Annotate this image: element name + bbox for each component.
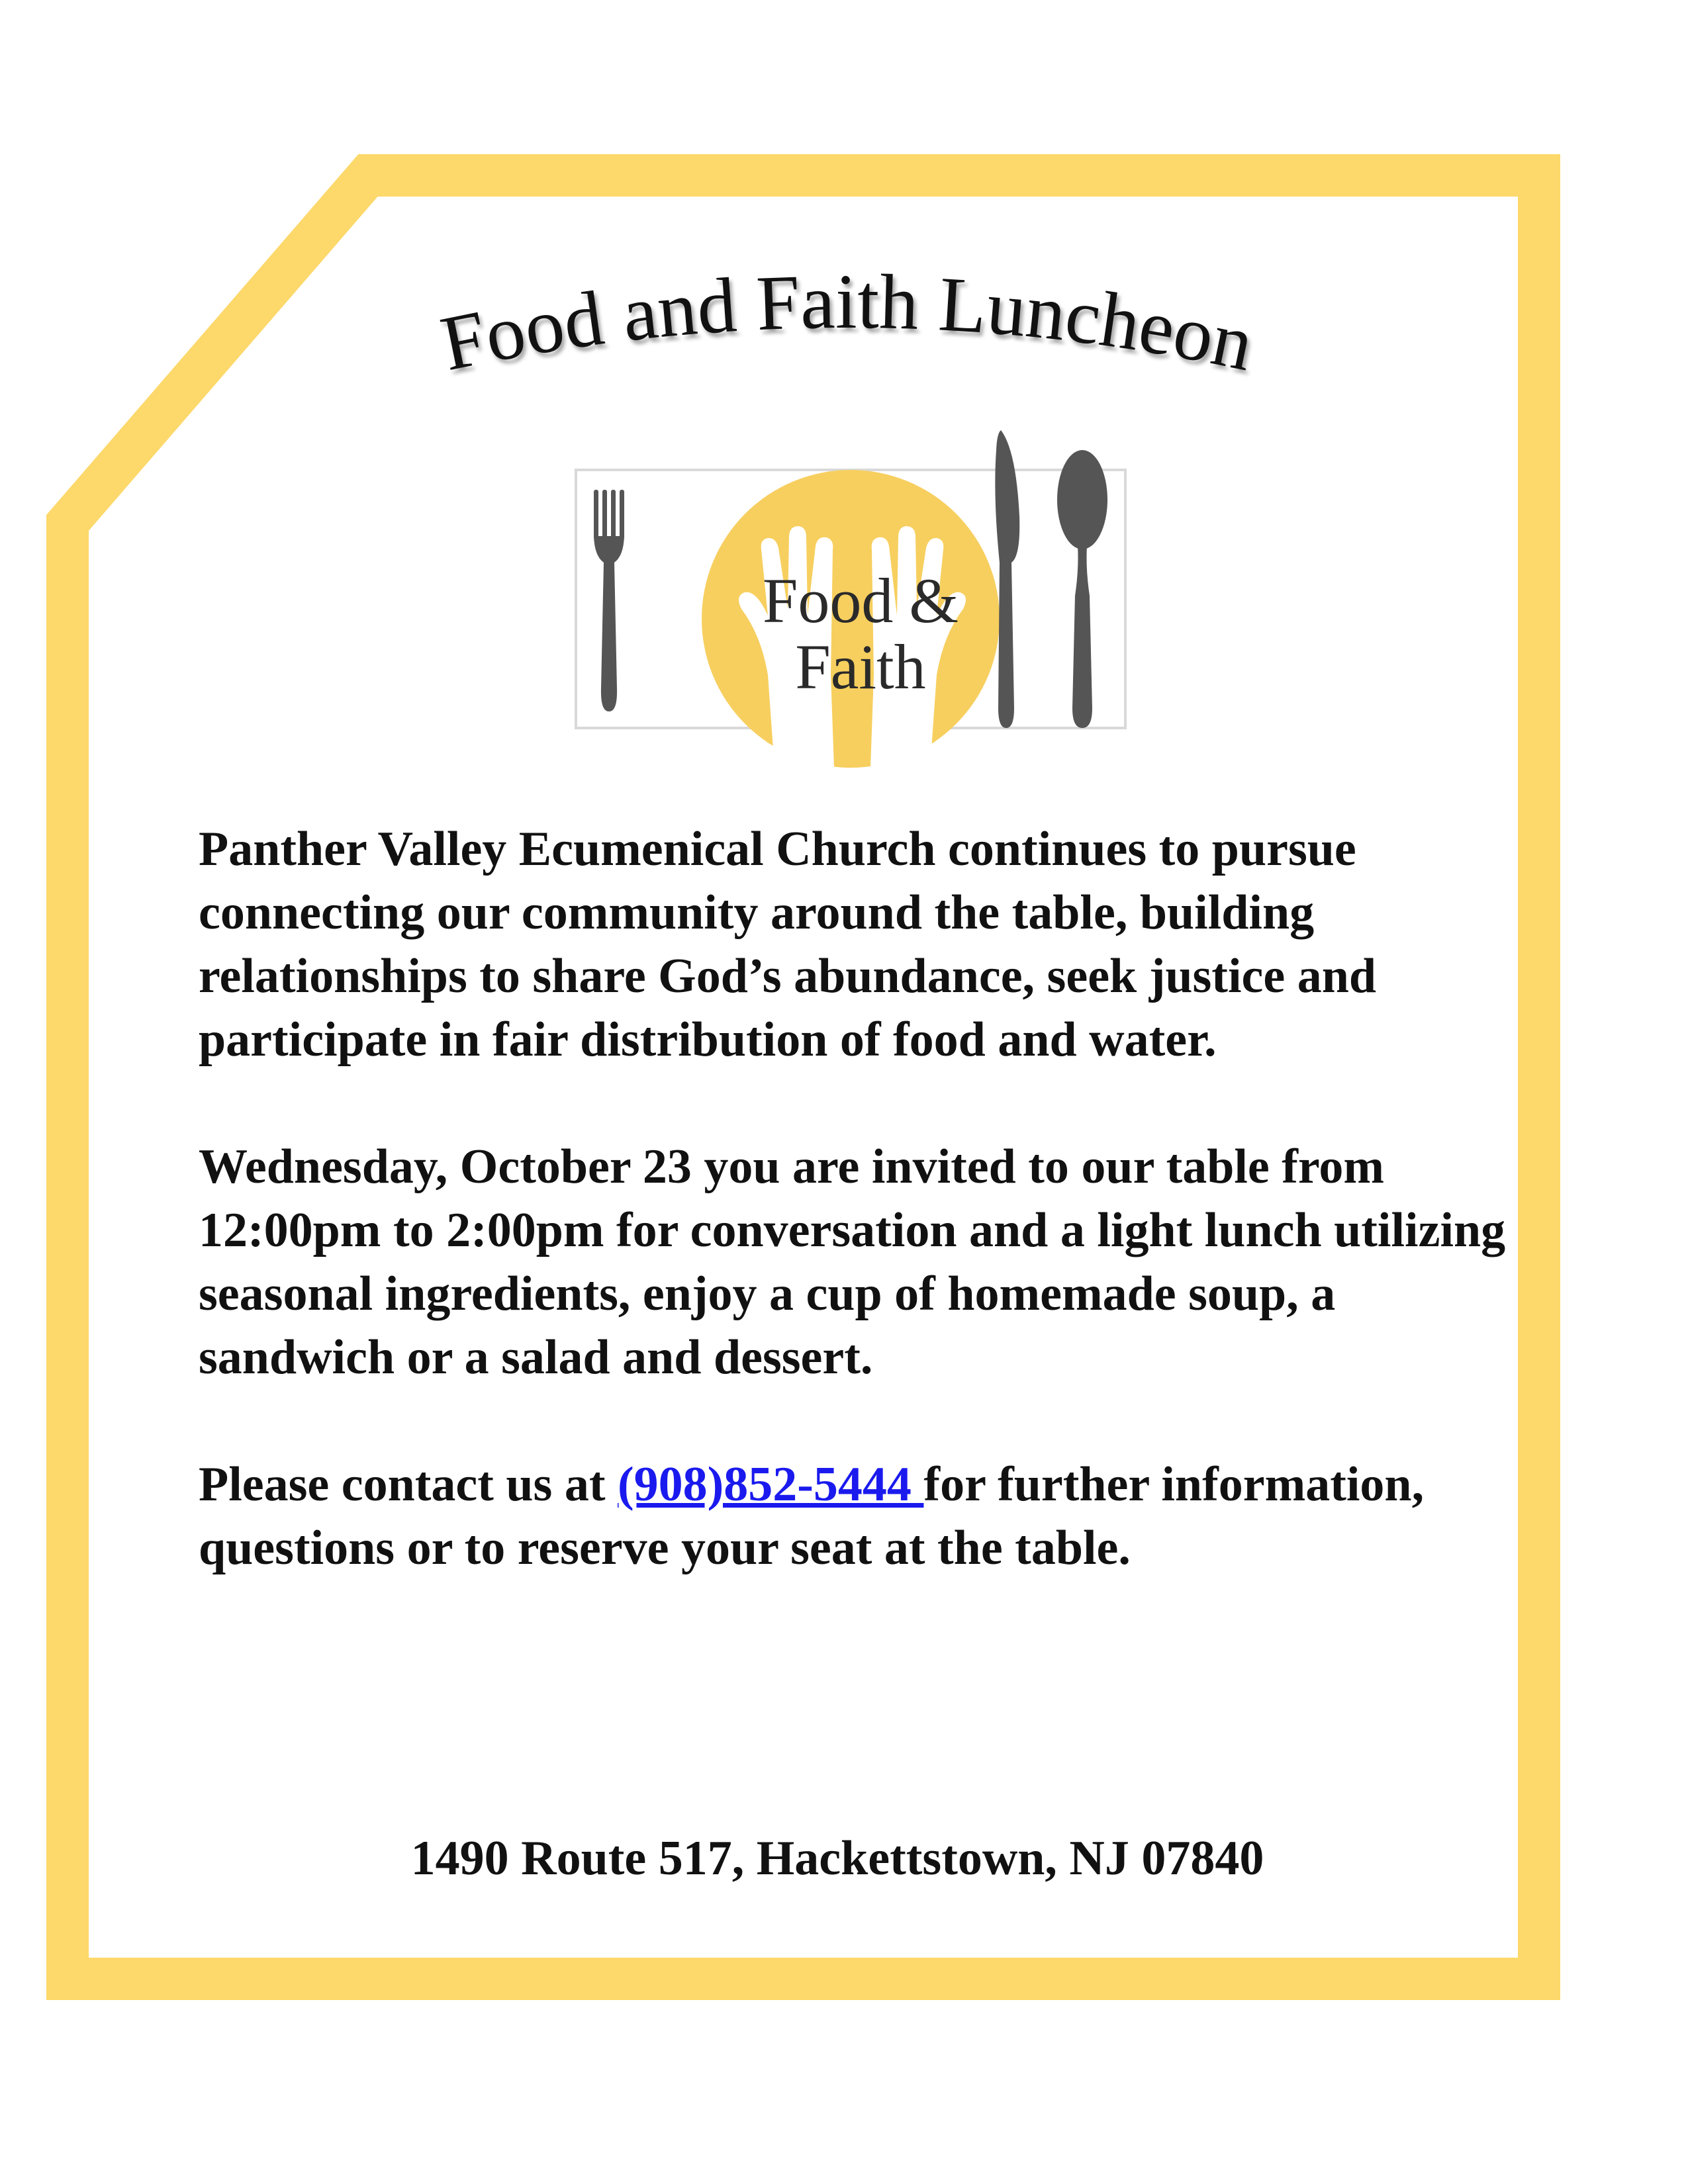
- flyer-body: [199, 817, 1523, 1580]
- phone-link[interactable]: (908)852-5444: [617, 1457, 924, 1512]
- contact-text-after: for further information, questions or to reserve your seat at the table.: [199, 1457, 1425, 1575]
- contact-paragraph: [199, 1453, 1523, 1580]
- contact-text-before: Please contact us at: [199, 1457, 618, 1512]
- curved-title: [371, 245, 1324, 417]
- event-paragraph: Wednesday, October 23 you are invited to our table from 12:00pm to 2:00pm for conversation and a light lunch utilizing seasonal ingredients, enjoy a cup of homemade soup, a sandwich or a salad and dessert.: [199, 1140, 1506, 1385]
- food-faith-logo: [569, 397, 1152, 781]
- svg-text:Food and Faith Luncheon: [434, 258, 1261, 387]
- logo-text-faith: Faith: [795, 631, 926, 702]
- page-title: Food and Faith Luncheon: [434, 257, 1261, 388]
- address: 1490 Route 517, Hackettstown, NJ 07840: [410, 1831, 1264, 1886]
- logo-text-food: Food &: [762, 565, 959, 636]
- intro-paragraph: Panther Valley Ecumenical Church continues to pursue connecting our community around the table, building relationships to share God’s abundance, seek justice and participate in fair distribution of food and water.: [199, 822, 1376, 1067]
